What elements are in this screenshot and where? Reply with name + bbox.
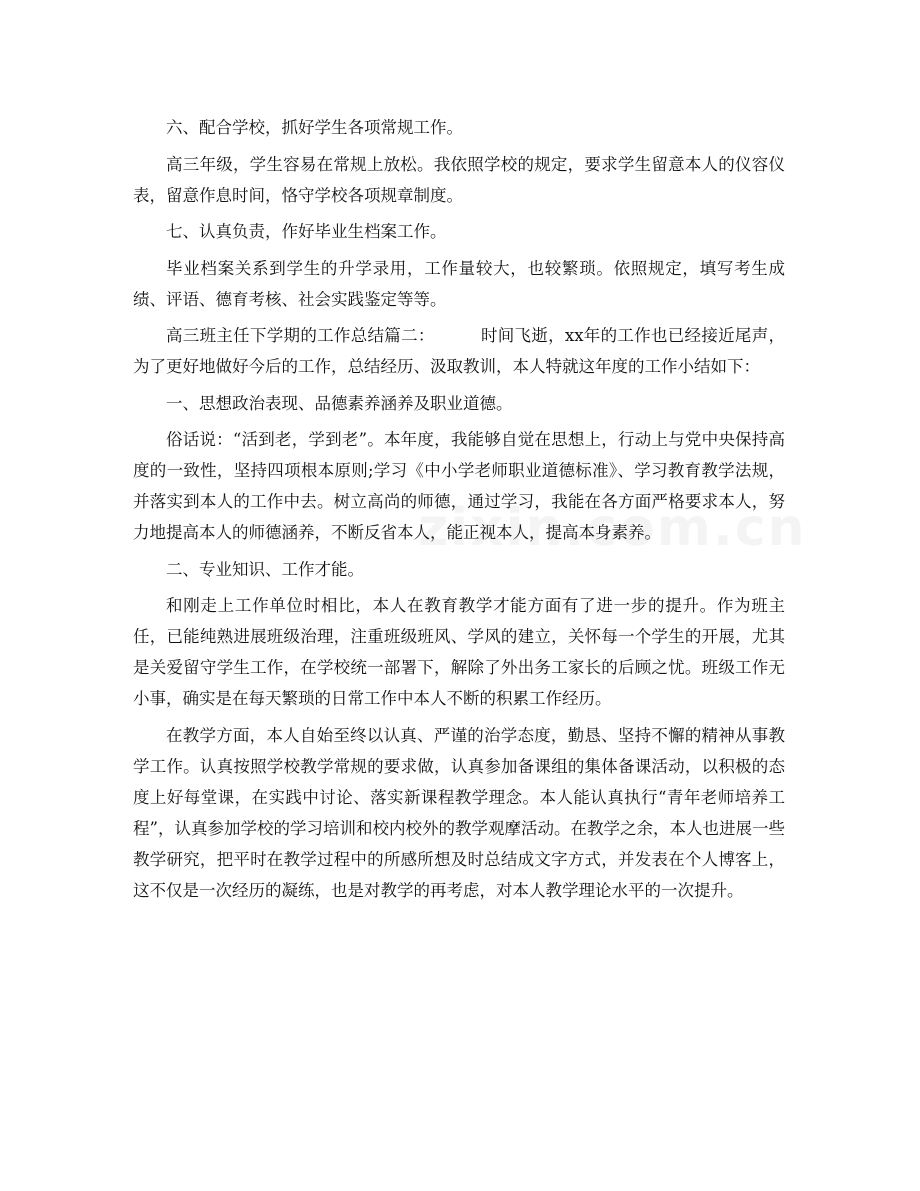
heading-1: 一、思想政治表现、品德素养涵养及职业道德。: [166, 393, 513, 413]
heading-7: 七、认真负责，作好毕业生档案工作。: [166, 222, 447, 241]
summary-title: 高三班主任下学期的工作总结篇二：: [166, 326, 435, 345]
summary-paragraph: [133, 320, 785, 382]
heading-2: 二、专业知识、工作才能。: [166, 559, 364, 579]
body-paragraph: 俗话说：“活到老，学到老”。本年度，我能够自觉在思想上，行动上与党中央保持高度的一致性，坚持四项根本原则;学习《中小学老师职业道德标准》、学习教育教学法规，并落实到本人的工作中去。树立高尚的师德，通过学习，我能在各方面严格要求本人，努力地提高本人的师德涵养，不断反省本人，能正视本人，提高本身素养。: [133, 430, 785, 542]
body-paragraph: 和刚走上工作单位时相比，本人在教育教学才能方面有了进一步的提升。作为班主任，已能纯熟进展班级治理，注重班级班风、学风的建立，关怀每一个学生的开展，尤其是关爱留守学生工作，在学校统一部署下，解除了外出务工家长的后顾之忧。班级工作无小事，确实是在每天繁琐的日常工作中本人不断的积累工作经历。: [133, 596, 785, 708]
body-paragraph: 毕业档案关系到学生的升学录用，工作量较大，也较繁琐。依照规定，填写考生成绩、评语、德育考核、社会实践鉴定等等。: [133, 258, 785, 309]
body-paragraph: 高三年级，学生容易在常规上放松。我依照学校的规定，要求学生留意本人的仪容仪表，留意作息时间，恪守学校各项规章制度。: [133, 154, 785, 205]
summary-intro: 时间飞逝，xx年的工作也已经接近尾声，为了更好地做好今后的工作，总结经历、汲取教训，本人特就这年度的工作小结如下：: [133, 326, 785, 376]
heading-6: 六、配合学校，抓好学生各项常规工作。: [166, 118, 463, 137]
body-paragraph: 在教学方面，本人自始至终以认真、严谨的治学态度，勤恳、坚持不懈的精神从事教学工作。认真按照学校教学常规的要求做，认真参加备课组的集体备课活动，以积极的态度上好每堂课，在实践中讨论、落实新课程教学理念。本人能认真执行“青年老师培养工程”，认真参加学校的学习培训和校内校外的教学观摩活动。在教学之余，本人也进展一些教学研究，把平时在教学过程中的所感所想及时总结成文字方式，并发表在个人博客上，这不仅是一次经历的凝练，也是对教学的再考虑，对本人教学理论水平的一次提升。: [133, 725, 785, 900]
document-body: [133, 112, 785, 911]
